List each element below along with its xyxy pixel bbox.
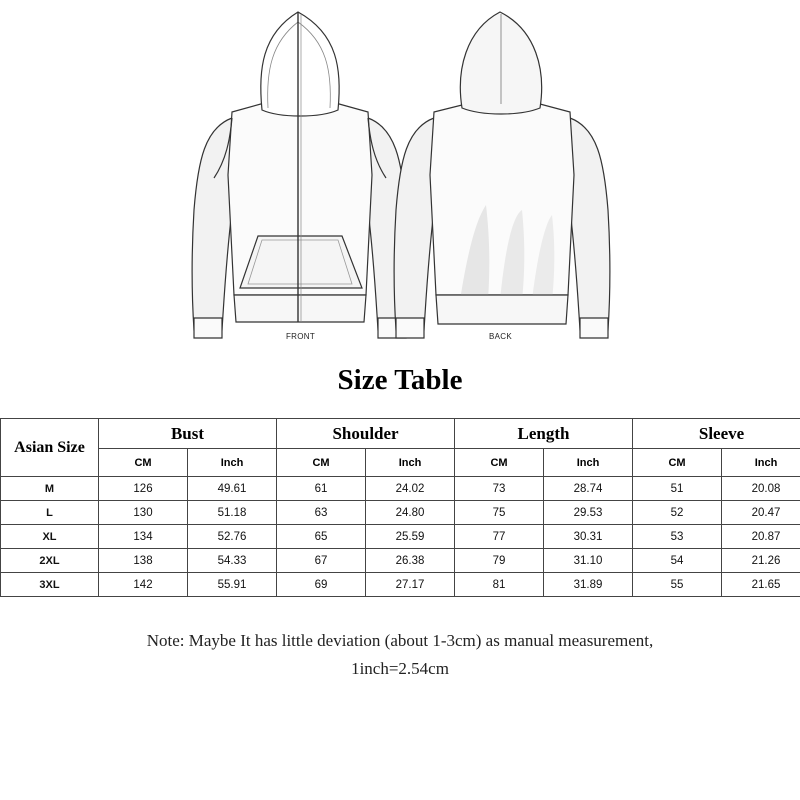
unit-header: CM — [277, 449, 366, 477]
table-cell: 20.08 — [722, 477, 800, 501]
back-view-label: BACK — [489, 332, 512, 341]
table-cell: 69 — [277, 573, 366, 597]
measurement-note — [0, 627, 800, 683]
unit-header: CM — [633, 449, 722, 477]
table-cell: 51 — [633, 477, 722, 501]
note-line-1: Note: Maybe It has little deviation (about 1-3cm) as manual measurement, — [146, 631, 654, 650]
table-cell: 21.65 — [722, 573, 800, 597]
table-cell: 31.89 — [544, 573, 633, 597]
unit-header: Inch — [544, 449, 633, 477]
table-cell: 29.53 — [544, 501, 633, 525]
length-header: Length — [455, 419, 633, 449]
unit-header: Inch — [722, 449, 800, 477]
table-row — [1, 501, 800, 525]
table-cell: 77 — [455, 525, 544, 549]
table-cell: 134 — [99, 525, 188, 549]
size-cell: 3XL — [1, 573, 99, 597]
size-cell: M — [1, 477, 99, 501]
table-cell: 79 — [455, 549, 544, 573]
table-cell: 27.17 — [366, 573, 455, 597]
table-cell: 142 — [99, 573, 188, 597]
table-cell: 55 — [633, 573, 722, 597]
table-cell: 67 — [277, 549, 366, 573]
table-cell: 53 — [633, 525, 722, 549]
size-cell: L — [1, 501, 99, 525]
hoodie-back-drawing — [394, 12, 610, 338]
sleeve-header: Sleeve — [633, 419, 800, 449]
table-cell: 49.61 — [188, 477, 277, 501]
hoodie-front-drawing — [192, 12, 408, 338]
unit-header: CM — [99, 449, 188, 477]
table-cell: 52.76 — [188, 525, 277, 549]
table-cell: 130 — [99, 501, 188, 525]
table-cell: 65 — [277, 525, 366, 549]
table-cell: 73 — [455, 477, 544, 501]
table-row — [1, 477, 800, 501]
size-cell: XL — [1, 525, 99, 549]
table-cell: 24.80 — [366, 501, 455, 525]
table-cell: 21.26 — [722, 549, 800, 573]
table-cell: 126 — [99, 477, 188, 501]
bust-header: Bust — [99, 419, 277, 449]
size-table — [0, 418, 800, 597]
table-cell: 81 — [455, 573, 544, 597]
table-cell: 54.33 — [188, 549, 277, 573]
size-cell: 2XL — [1, 549, 99, 573]
front-view-label: FRONT — [286, 332, 316, 341]
shoulder-header: Shoulder — [277, 419, 455, 449]
size-column-header: Asian Size — [1, 419, 99, 477]
table-cell: 20.47 — [722, 501, 800, 525]
table-cell: 20.87 — [722, 525, 800, 549]
table-cell: 24.02 — [366, 477, 455, 501]
group-header-row — [1, 419, 800, 449]
table-cell: 55.91 — [188, 573, 277, 597]
table-cell: 28.74 — [544, 477, 633, 501]
table-cell: 61 — [277, 477, 366, 501]
table-row — [1, 549, 800, 573]
table-cell: 31.10 — [544, 549, 633, 573]
table-cell: 138 — [99, 549, 188, 573]
unit-header: Inch — [188, 449, 277, 477]
table-cell: 63 — [277, 501, 366, 525]
table-cell: 30.31 — [544, 525, 633, 549]
table-cell: 51.18 — [188, 501, 277, 525]
table-cell: 25.59 — [366, 525, 455, 549]
page-title: Size Table — [337, 364, 463, 396]
unit-header: CM — [455, 449, 544, 477]
hoodie-illustration — [0, 0, 800, 360]
unit-header-row — [1, 449, 800, 477]
note-line-2: 1inch=2.54cm — [351, 659, 449, 678]
unit-header: Inch — [366, 449, 455, 477]
table-cell: 75 — [455, 501, 544, 525]
table-cell: 26.38 — [366, 549, 455, 573]
table-row — [1, 525, 800, 549]
table-row — [1, 573, 800, 597]
table-cell: 54 — [633, 549, 722, 573]
table-cell: 52 — [633, 501, 722, 525]
